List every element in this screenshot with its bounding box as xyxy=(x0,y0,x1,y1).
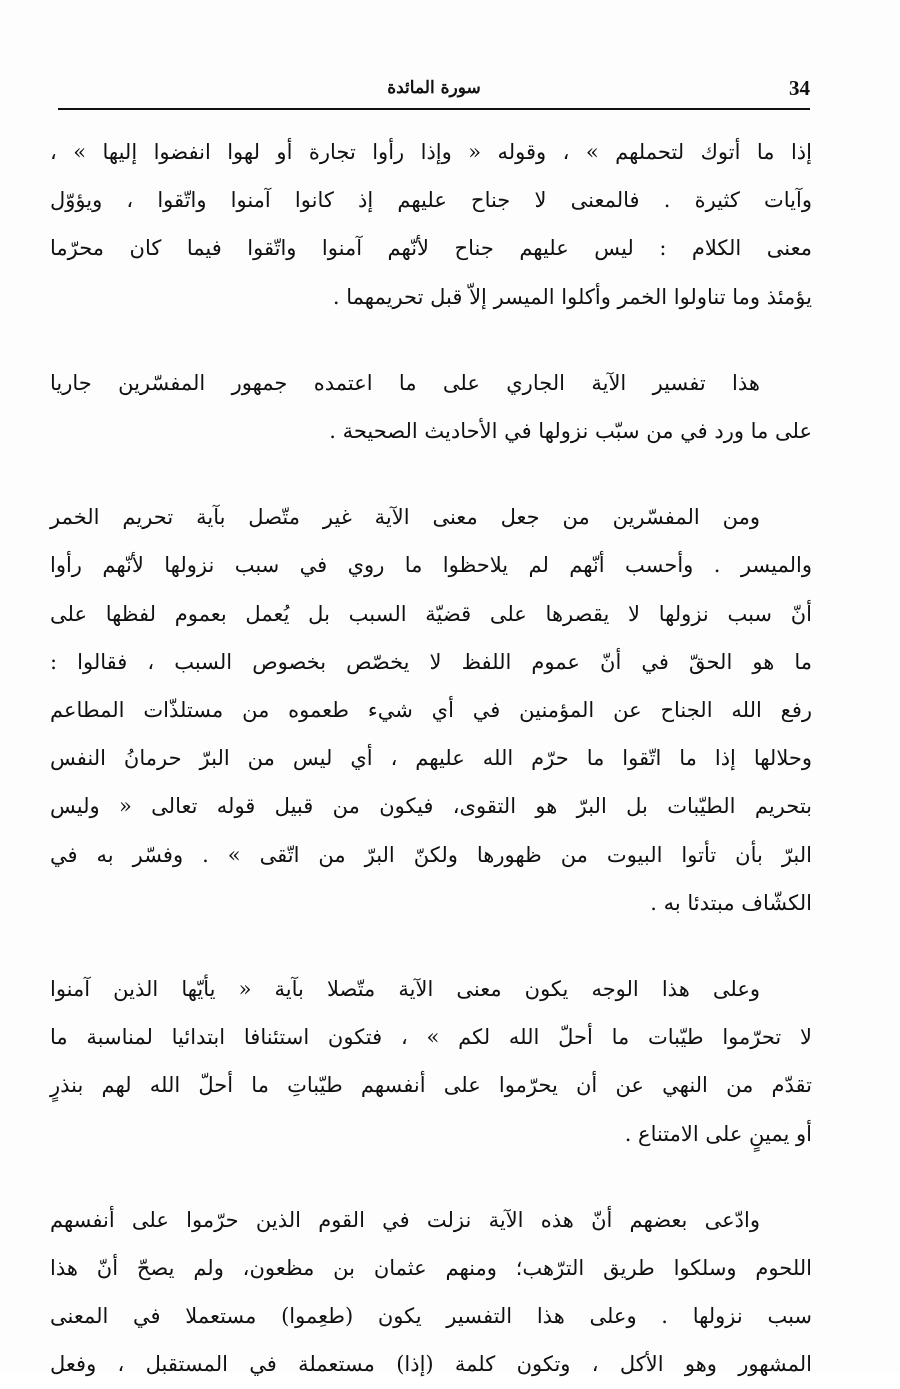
text-line: وادّعى بعضهم أنّ هذه الآية نزلت في القوم الذين حرّموا على أنفسهم xyxy=(50,1207,760,1232)
text-line: رفع الله الجناح عن المؤمنين في أي شيء طعموه من مستلذّات المطاعم xyxy=(50,698,812,723)
text-line: تقدّم من النهي عن أن يحرّموا على أنفسهم طيّباتِ ما أحلّ الله لهم بنذرٍ xyxy=(50,1073,812,1098)
paragraph-1 xyxy=(50,128,812,321)
text-line: اللحوم وسلكوا طريق الترّهب؛ ومنهم عثمان بن مظعون، ولم يصحّ أنّ هذا xyxy=(50,1256,812,1281)
text-line: وآيات كثيرة . فالمعنى لا جناح عليهم إذ كانوا آمنوا واتّقوا ، ويؤوّل xyxy=(50,188,812,213)
text-line: لا تحرّموا طيّبات ما أحلّ الله لكم » ، فتكون استئنافا ابتدائيا لمناسبة ما xyxy=(50,1025,812,1050)
text-line: سبب نزولها . وعلى هذا التفسير يكون (طعِموا) مستعملا في المعنى xyxy=(50,1304,812,1329)
text-line: وعلى هذا الوجه يكون معنى الآية متّصلا بآية « يأيّها الذين آمنوا xyxy=(50,977,760,1002)
text-line: معنى الكلام : ليس عليهم جناح لأنّهم آمنوا واتّقوا فيما كان محرّما xyxy=(50,236,812,261)
paragraph-3 xyxy=(50,493,812,927)
paragraph-4 xyxy=(50,965,812,1158)
text-line: ومن المفسّرين من جعل معنى الآية غير متّصل بآية تحريم الخمر xyxy=(50,505,760,530)
text-line: ما هو الحقّ في أنّ عموم اللفظ لا يخصّص بخصوص السبب ، فقالوا : xyxy=(50,649,812,674)
text-line: المشهور وهو الأكل ، وتكون كلمة (إذا) مستعملة في المستقبل ، وفعل xyxy=(50,1352,812,1377)
running-title: سورة المائدة xyxy=(387,78,481,98)
text-line: على ما ورد في من سبّب نزولها في الأحاديث الصحيحة . xyxy=(329,419,812,444)
text-line: إذا ما أتوك لتحملهم » ، وقوله « وإذا رأوا تجارة أو لهوا انفضوا إليها » ، xyxy=(50,140,812,164)
text-line: أو يمينٍ على الامتناع . xyxy=(624,1121,812,1146)
text-line: أنّ سبب نزولها لا يقصرها على قضيّة السبب بل يُعمل بعموم لفظها على xyxy=(50,601,812,626)
text-line: يؤمئذ وما تناولوا الخمر وأكلوا الميسر إلاّ قبل تحريمهما . xyxy=(332,284,812,309)
paragraph-2 xyxy=(50,359,812,455)
text-line: هذا تفسير الآية الجاري على ما اعتمده جمهور المفسّرين جاريا xyxy=(50,370,760,395)
body-text xyxy=(50,128,812,1389)
header-rule xyxy=(58,108,810,110)
text-line: والميسر . وأحسب أنّهم لم يلاحظوا ما روي في سبب نزولها لأنّهم رأوا xyxy=(50,553,812,578)
page-number: 34 xyxy=(789,76,810,100)
paragraph-5 xyxy=(50,1196,812,1389)
page-header xyxy=(58,70,810,110)
text-line: بتحريم الطيّبات بل البرّ هو التقوى، فيكون من قبيل قوله تعالى « وليس xyxy=(50,794,812,819)
text-line: وحلالها إذا ما اتّقوا ما حرّم الله عليهم ، أي ليس من البرّ حرمانُ النفس xyxy=(50,746,812,771)
text-line: الكشّاف مبتدئا به . xyxy=(650,890,812,915)
text-line: البرّ بأن تأتوا البيوت من ظهورها ولكنّ البرّ من اتّقى » . وفسّر به في xyxy=(50,842,812,867)
